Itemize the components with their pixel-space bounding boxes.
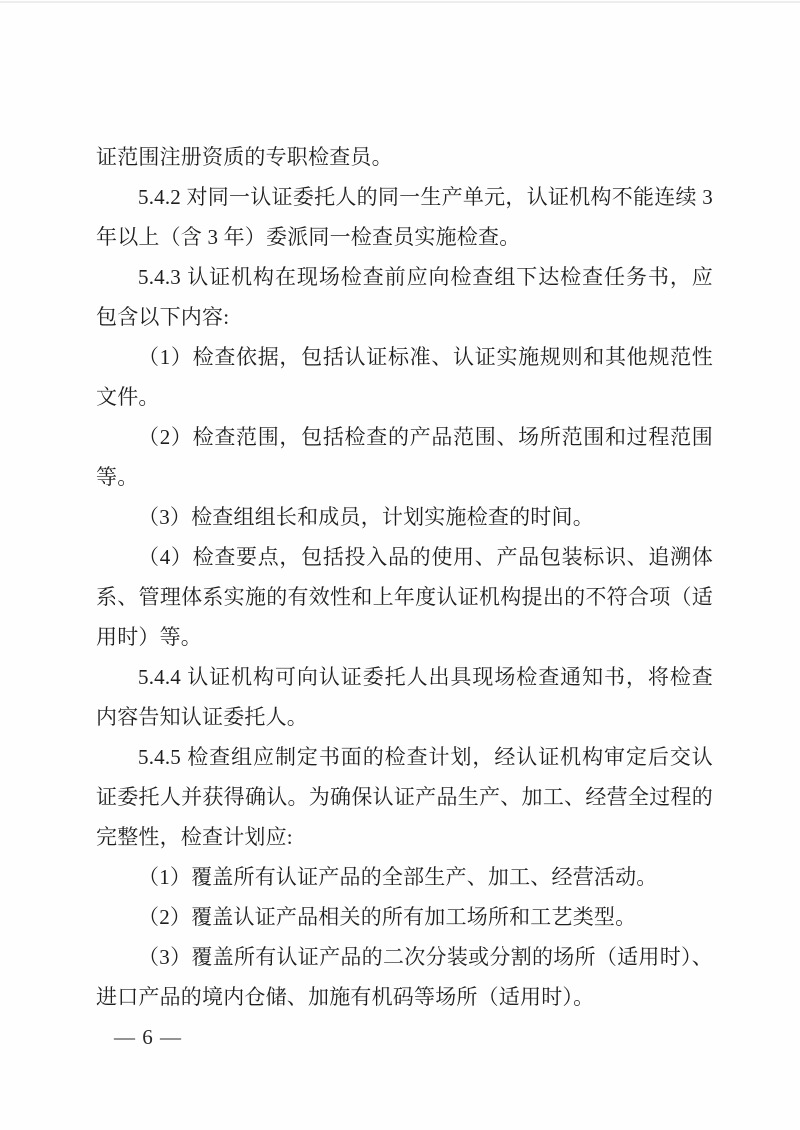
list-item-1-inspection-basis: （1）检查依据，包括认证标准、认证实施规则和其他规范性文件。 [96,345,713,409]
paragraph-5-4-4: 5.4.4 认证机构可向认证委托人出具现场检查通知书，将检查内容告知认证委托人。 [96,665,713,729]
list-item-3-inspection-team: （3）检查组组长和成员，计划实施检查的时间。 [138,505,594,529]
scan-edge-artifact [0,1,800,3]
document-body [96,137,713,1017]
list-item-3-coverage-repacking: （3）覆盖所有认证产品的二次分装或分割的场所（适用时）、进口产品的境内仓储、加施有机码等场所（适用时）。 [96,945,713,1009]
paragraph-continuation: 证范围注册资质的专职检查员。 [96,145,393,169]
list-item-2-coverage-sites: （2）覆盖认证产品相关的所有加工场所和工艺类型。 [138,905,637,929]
paragraph-5-4-5: 5.4.5 检查组应制定书面的检查计划，经认证机构审定后交认证委托人并获得确认。为确保认证产品生产、加工、经营全过程的完整性，检查计划应: [96,745,713,849]
list-item-1-coverage-activities: （1）覆盖所有认证产品的全部生产、加工、经营活动。 [138,865,658,889]
list-item-2-inspection-scope: （2）检查范围，包括检查的产品范围、场所范围和过程范围等。 [96,425,713,489]
page-number-footer: — 6 — [114,1025,182,1049]
list-item-4-inspection-points: （4）检查要点，包括投入品的使用、产品包装标识、追溯体系、管理体系实施的有效性和上年度认证机构提出的不符合项（适用时）等。 [96,545,713,649]
paragraph-5-4-3: 5.4.3 认证机构在现场检查前应向检查组下达检查任务书，应包含以下内容: [96,265,713,329]
paragraph-5-4-2: 5.4.2 对同一认证委托人的同一生产单元，认证机构不能连续 3 年以上（含 3 年）委派同一检查员实施检查。 [96,185,713,249]
